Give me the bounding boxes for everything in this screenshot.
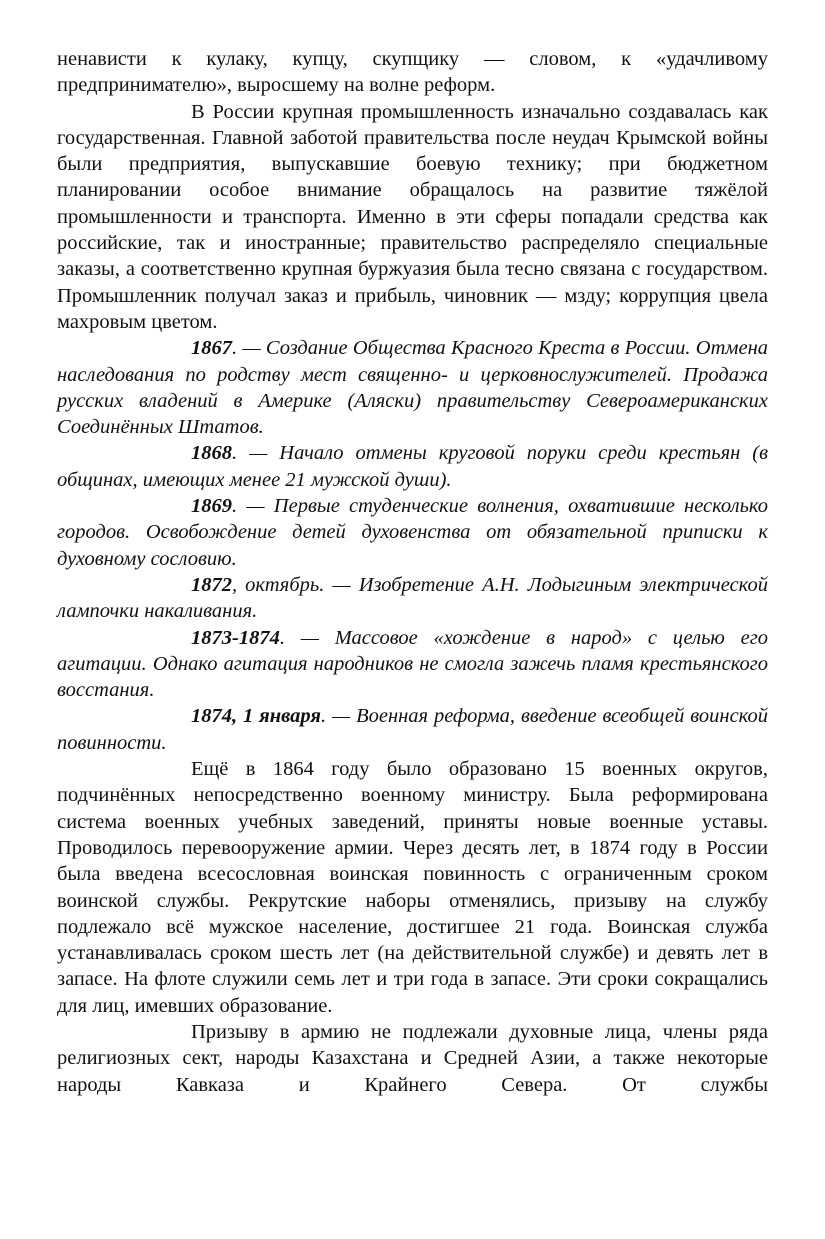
paragraph-industry: В России крупная промышленность изначально создавалась как государственная. Главной заботой правительства после неудач Крымской войны были предприятия, выпускавшие боевую технику; при бюджетном планировании особое внимание обращалось на развитие тяжёлой промышленности и транспорта. Именно в эти сферы попадали средства как российские, так и иностранные; правительство распределяло специальные заказы, а соответственно крупная буржуазия была тесно связана с государством. Промышленник получал заказ и прибыль, чиновник — мзду; коррупция цвела махровым цветом. [57,100,768,333]
document-page [57,46,768,1098]
event-1869 [57,493,768,572]
event-date: 1868 [191,442,232,465]
event-1874 [57,703,768,756]
event-text: , октябрь. — Изобретение А.Н. Лодыгиным электрической лампочки накаливания. [57,573,768,623]
paragraph-continuation: ненависти к кулаку, купцу, скупщику — словом, к «удачливому предпринимателю», выросшему на волне реформ. [57,48,768,97]
event-text: . — Создание Общества Красного Креста в России. Отмена наследования по родству мест священно- и церковнослужителей. Продажа русских владений в Америке (Аляски) правительству Североамериканских Соединённых Штатов. [57,337,768,439]
event-text: . — Первые студенческие волнения, охватившие несколько городов. Освобождение детей духовенства от обязательной приписки к духовному сословию. [57,495,768,570]
event-text: . — Начало отмены круговой поруки среди крестьян (в общинах, имеющих менее 21 мужской души). [57,442,768,491]
event-1868 [57,440,768,493]
event-text: . — Массовое «хождение в народ» с целью его агитации. Однако агитация народников не смогла зажечь пламя крестьянского восстания. [57,626,768,702]
event-date: 1872 [191,573,232,596]
paragraph-conscription-exemptions: Призыву в армию не подлежали духовные лица, члены ряда религиозных сект, народы Казахстана и Средней Азии, а также некоторые народы Кавказа и Крайнего Севера. От службы [57,1020,768,1096]
event-1873-1874 [57,625,768,704]
event-date: 1867 [191,337,232,360]
event-date: 1873-1874 [191,626,280,649]
event-date: 1869 [191,495,232,518]
event-date: 1874, 1 января [191,705,321,728]
paragraph-military-reform: Ещё в 1864 году было образовано 15 военных округов, подчинённых непосредственно военному министру. Была реформирована система военных учебных заведений, приняты новые военные уставы. Проводилось перевооружение армии. Через десять лет, в 1874 году в России была введена всесословная воинская повинность с ограниченным сроком воинской службы. Рекрутские наборы отменялись, призыву на службу подлежало всё мужское население, достигшее 21 года. Воинская служба устанавливалась сроком шесть лет (на действительной службе) и девять лет в запасе. На флоте служили семь лет и три года в запасе. Эти сроки сокращались для лиц, имевших образование. [57,758,768,1017]
event-1872 [57,572,768,625]
event-text: . — Военная реформа, введение всеобщей воинской повинности. [57,705,768,754]
event-1867 [57,335,768,440]
